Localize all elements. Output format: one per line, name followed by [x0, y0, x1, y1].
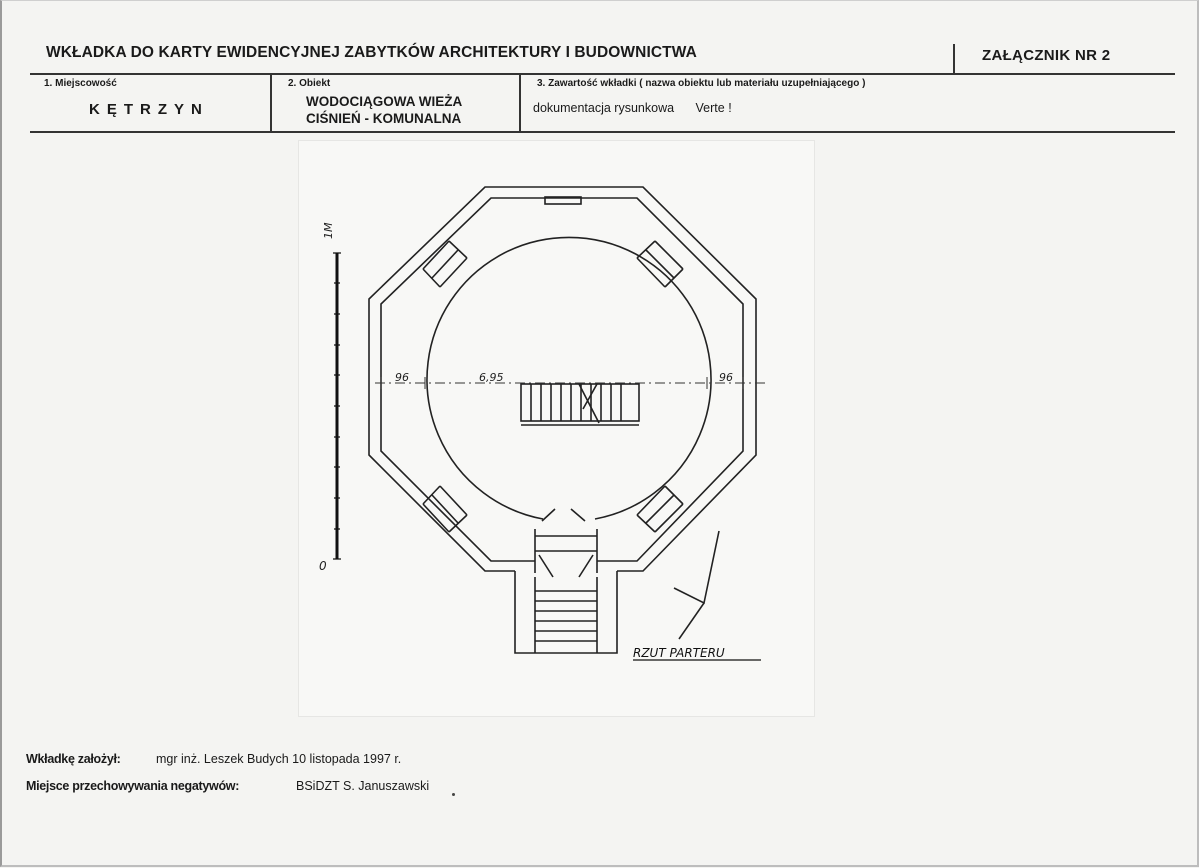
plan-caption: RZUT PARTERU — [633, 646, 725, 660]
ink-dot — [452, 793, 455, 796]
created-by-label: Wkładkę założył: — [26, 752, 121, 766]
object-value — [306, 93, 506, 127]
diagonal-opening-ne — [637, 241, 683, 287]
negatives-storage-row — [26, 779, 430, 793]
inner-wall-outline — [381, 198, 743, 561]
field-divider-1 — [270, 73, 272, 132]
central-shaft — [427, 237, 711, 519]
scale-bar — [333, 253, 341, 559]
scale-bottom-label: 0 — [319, 559, 327, 573]
central-stair — [521, 384, 639, 425]
diagonal-opening-se — [637, 486, 683, 532]
fields-rule — [30, 131, 1175, 133]
diagonal-opening-nw — [423, 241, 467, 287]
dimension-line — [375, 377, 769, 389]
object-value-line2: CIŚNIEŃ - KOMUNALNA — [306, 111, 462, 126]
place-label: 1. Miejscowość — [44, 78, 117, 89]
diagonal-opening-sw — [423, 486, 467, 532]
created-by-value: mgr inż. Leszek Budych 10 listopada 1997 r. — [156, 752, 402, 766]
entrance-vestibule — [535, 509, 597, 577]
place-value: KĘTRZYN — [89, 101, 209, 118]
dimension-left: 96 — [395, 371, 409, 384]
content-label: 3. Zawartość wkładki ( nazwa obiektu lub materiału uzupełniającego ) — [537, 78, 866, 89]
object-value-line1: WODOCIĄGOWA WIEŻA — [306, 94, 463, 109]
floor-plan-svg — [299, 141, 814, 716]
card-title: WKŁADKA DO KARTY EWIDENCYJNEJ ZABYTKÓW ARCHITEKTURY I BUDOWNICTWA — [46, 44, 697, 61]
created-by-row — [26, 752, 402, 766]
content-value — [533, 101, 750, 115]
content-note: Verte ! — [695, 101, 732, 115]
dimension-center: 6,95 — [479, 371, 504, 384]
north-arrow-icon — [674, 531, 719, 639]
annex-number: ZAŁĄCZNIK NR 2 — [982, 47, 1111, 64]
header-divider — [953, 44, 955, 74]
floor-plan-drawing — [298, 140, 815, 717]
exterior-stair — [515, 571, 617, 653]
object-label: 2. Obiekt — [288, 78, 331, 89]
dimension-right: 96 — [719, 371, 733, 384]
field-divider-2 — [519, 73, 521, 132]
scale-top-label: 1M — [322, 222, 335, 239]
header-rule — [30, 73, 1175, 75]
content-description: dokumentacja rysunkowa — [533, 101, 675, 115]
negatives-storage-value: BSiDZT S. Januszawski — [296, 779, 430, 793]
negatives-storage-label: Miejsce przechowywania negatywów: — [26, 779, 240, 793]
